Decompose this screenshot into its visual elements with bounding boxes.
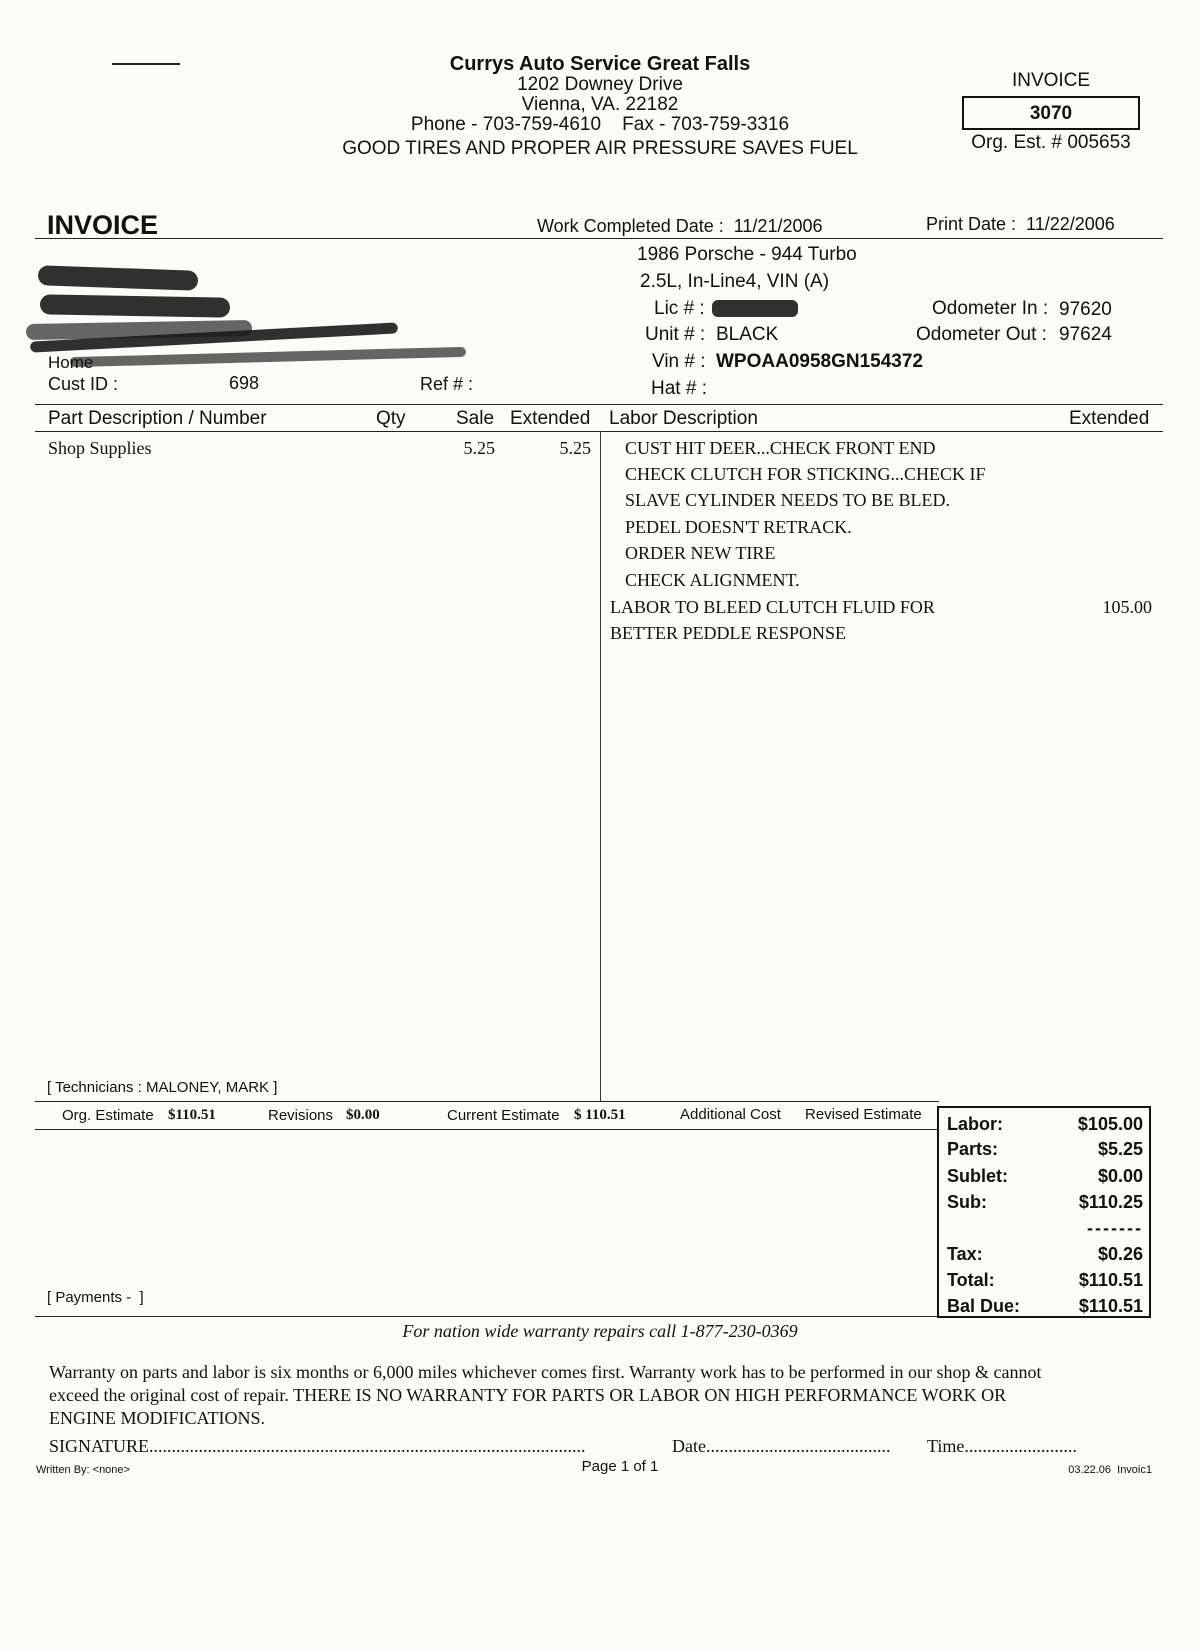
cust-id-value: 698 [229,373,260,393]
written-by: Written By: <none> [36,1464,130,1476]
labor-note: PEDEL DOESN'T RETRACK. [625,517,852,537]
totals-parts-label: Parts: [947,1139,999,1159]
col-labor-description: Labor Description [609,408,758,429]
header-divider [35,238,1163,239]
shop-address-line1: 1202 Downey Drive [517,74,683,95]
totals-labor-value: $105.00 [1077,1114,1143,1134]
vehicle-engine: 2.5L, In-Line4, VIN (A) [640,271,830,292]
estimates-top-divider [35,1101,939,1102]
totals-labor-label: Labor: [947,1114,1003,1134]
additional-cost-label: Additional Cost [680,1106,781,1123]
odometer-out-value: 97624 [1059,324,1112,345]
totals-sublet-value: $0.00 [1097,1166,1143,1186]
shop-name: Currys Auto Service Great Falls [449,53,751,75]
warranty-line2: exceed the original cost of repair. THERE IS NO WARRANTY FOR PARTS OR LABOR ON HIGH PERFORMANCE WORK OR [49,1385,1007,1405]
current-estimate-value: $ 110.51 [574,1107,626,1123]
revised-estimate-label: Revised Estimate [805,1106,922,1123]
page-number: Page 1 of 1 [581,1458,659,1475]
form-code: 03.22.06 Invoic1 [1068,1464,1152,1476]
warranty-line3: ENGINE MODIFICATIONS. [49,1408,265,1428]
part-extended: 5.25 [559,438,591,458]
totals-balance-value: $110.51 [1078,1296,1143,1316]
totals-total-value: $110.51 [1078,1270,1143,1290]
payments-divider [35,1316,939,1317]
totals-separator: ------- [1087,1218,1143,1238]
totals-balance-label: Bal Due: [947,1296,1021,1316]
org-estimate-value: $110.51 [168,1107,216,1123]
license-redacted [712,300,798,317]
labor-note: CUST HIT DEER...CHECK FRONT END [625,438,936,458]
totals-parts-value: $5.25 [1097,1139,1143,1159]
time-line: Time......................... [927,1436,1077,1456]
labor-item-line1: LABOR TO BLEED CLUTCH FLUID FOR [610,597,935,617]
part-sale: 5.25 [463,438,495,458]
org-estimate-number: Org. Est. # 005653 [971,132,1131,153]
totals-box [937,1106,1151,1318]
odometer-in-value: 97620 [1059,299,1112,320]
shop-address-line2: Vienna, VA. 22182 [521,94,679,115]
date-line: Date......................................... [672,1436,891,1456]
signature-line: SIGNATURE................................................................................................. [49,1436,586,1456]
stray-mark [112,63,180,65]
print-date: Print Date : 11/22/2006 [926,214,1115,234]
shop-slogan: GOOD TIRES AND PROPER AIR PRESSURE SAVES FUEL [342,138,858,159]
unit-label: Unit # : [645,324,706,345]
labor-note: SLAVE CYLINDER NEEDS TO BE BLED. [625,490,951,510]
col-sale: Sale [456,408,495,429]
ref-label: Ref # : [420,374,474,394]
revisions-label: Revisions [268,1107,334,1124]
page-title: INVOICE [47,210,159,240]
col-part-description: Part Description / Number [48,408,267,429]
payments: [ Payments - ] [47,1289,144,1306]
col-labor-extended: Extended [1069,408,1150,429]
labor-item-line2: BETTER PEDDLE RESPONSE [610,623,847,643]
home-label: Home [48,353,94,372]
vin-value: WPOAA0958GN154372 [716,351,923,372]
hat-label: Hat # : [651,378,707,399]
totals-sub-value: $110.25 [1078,1192,1143,1212]
vehicle-model: 1986 Porsche - 944 Turbo [637,244,857,265]
totals-total-label: Total: [947,1270,995,1290]
col-extended: Extended [510,408,591,429]
labor-note: CHECK CLUTCH FOR STICKING...CHECK IF [625,464,986,484]
totals-tax-value: $0.26 [1097,1244,1143,1264]
col-qty: Qty [376,408,406,429]
columns-top-divider [35,404,1163,405]
current-estimate-label: Current Estimate [447,1107,560,1124]
shop-phone-fax: Phone - 703-759-4610 Fax - 703-759-3316 [410,114,790,135]
vin-label: Vin # : [652,351,706,372]
parts-labor-divider [600,431,601,1101]
warranty-call: For nation wide warranty repairs call 1-877-230-0369 [402,1321,798,1341]
revisions-value: $0.00 [346,1107,380,1123]
totals-sublet-label: Sublet: [947,1166,1008,1186]
technicians: [ Technicians : MALONEY, MARK ] [47,1079,278,1096]
labor-note: ORDER NEW TIRE [625,543,776,563]
warranty-line1: Warranty on parts and labor is six months or 6,000 miles whichever comes first. Warranty work has to be performed in our shop & cannot [49,1362,1042,1382]
org-estimate-label: Org. Estimate [62,1107,154,1124]
labor-note: CHECK ALIGNMENT. [625,570,800,590]
estimates-bottom-divider [35,1129,939,1130]
totals-tax-label: Tax: [947,1244,983,1264]
totals-sub-label: Sub: [947,1192,987,1212]
labor-item-amount: 105.00 [1102,597,1152,617]
columns-bottom-divider [35,431,1163,432]
odometer-out-label: Odometer Out : [916,324,1047,345]
cust-id-label: Cust ID : [48,374,119,394]
odometer-in-label: Odometer In : [932,298,1049,319]
lic-label: Lic # : [654,298,705,319]
invoice-number: 3070 [962,96,1140,130]
invoice-box-label: INVOICE [1011,70,1091,91]
work-completed-date: Work Completed Date : 11/21/2006 [537,216,823,236]
part-description: Shop Supplies [48,438,152,458]
unit-value: BLACK [716,324,779,345]
